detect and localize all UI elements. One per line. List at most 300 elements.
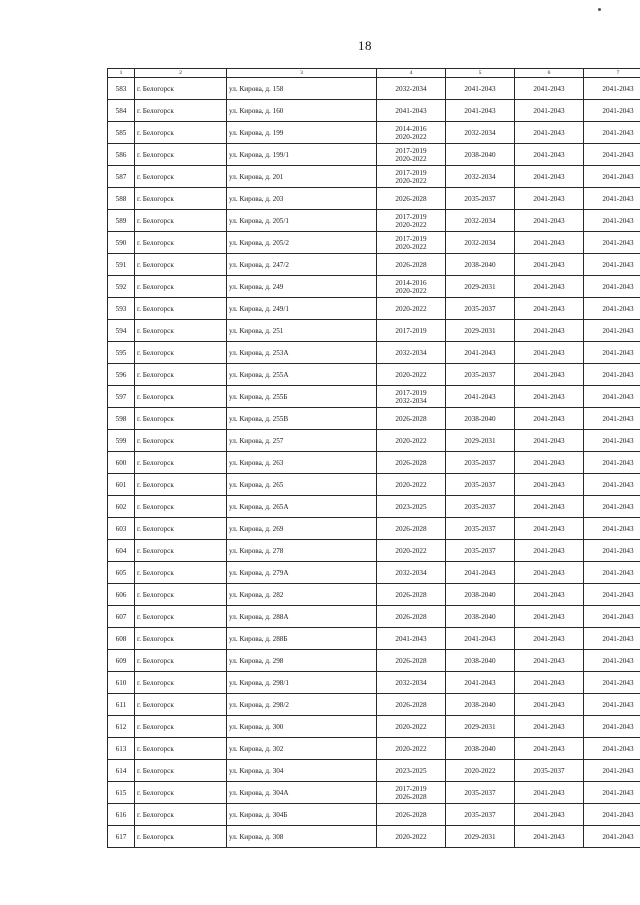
- row-number: 613: [108, 738, 135, 760]
- row-number: 610: [108, 672, 135, 694]
- period-line: 2020-2022: [395, 370, 427, 379]
- city-cell: г. Белогорск: [135, 716, 227, 738]
- city-cell: г. Белогорск: [135, 606, 227, 628]
- period-line: 2014-2016: [395, 278, 427, 287]
- row-number: 592: [108, 276, 135, 298]
- period-col-4-cell: [377, 694, 446, 716]
- period-col-5-cell: 2032-2034: [446, 166, 515, 188]
- row-number: 586: [108, 144, 135, 166]
- period-col-5-cell: 2041-2043: [446, 628, 515, 650]
- city-cell: г. Белогорск: [135, 320, 227, 342]
- period-col-5-cell: 2035-2037: [446, 518, 515, 540]
- period-col-6-cell: 2041-2043: [515, 738, 584, 760]
- table-row: [108, 254, 640, 276]
- period-col-7-cell: 2041-2043: [584, 694, 640, 716]
- address-cell: ул. Кирова, д. 203: [227, 188, 377, 210]
- column-header-3: 3: [227, 69, 377, 78]
- table-row: [108, 232, 640, 254]
- city-cell: г. Белогорск: [135, 474, 227, 496]
- period-col-7-cell: 2041-2043: [584, 518, 640, 540]
- address-cell: ул. Кирова, д. 269: [227, 518, 377, 540]
- period-col-6-cell: 2041-2043: [515, 144, 584, 166]
- address-cell: ул. Кирова, д. 247/2: [227, 254, 377, 276]
- period-line: 2020-2022: [395, 744, 427, 753]
- table-header-row: [108, 69, 640, 78]
- period-col-7-cell: 2041-2043: [584, 430, 640, 452]
- period-col-5-cell: 2041-2043: [446, 342, 515, 364]
- period-col-4-cell: [377, 298, 446, 320]
- address-cell: ул. Кирова, д. 255В: [227, 408, 377, 430]
- table-row: [108, 320, 640, 342]
- row-number: 607: [108, 606, 135, 628]
- period-col-5-cell: 2038-2040: [446, 408, 515, 430]
- period-col-4-cell: [377, 320, 446, 342]
- table-row: [108, 826, 640, 848]
- period-line: 2026-2028: [395, 810, 427, 819]
- period-col-4-cell: [377, 364, 446, 386]
- table-row: [108, 782, 640, 804]
- period-col-6-cell: 2041-2043: [515, 364, 584, 386]
- period-col-4-cell: [377, 760, 446, 782]
- period-col-5-cell: 2038-2040: [446, 254, 515, 276]
- city-cell: г. Белогорск: [135, 496, 227, 518]
- address-cell: ул. Кирова, д. 304А: [227, 782, 377, 804]
- period-col-4-cell: [377, 430, 446, 452]
- row-number: 605: [108, 562, 135, 584]
- table-row: [108, 78, 640, 100]
- period-col-7-cell: 2041-2043: [584, 716, 640, 738]
- row-number: 616: [108, 804, 135, 826]
- period-col-7-cell: 2041-2043: [584, 122, 640, 144]
- table-body: [108, 78, 640, 848]
- city-cell: г. Белогорск: [135, 672, 227, 694]
- table-row: [108, 760, 640, 782]
- period-col-5-cell: 2038-2040: [446, 650, 515, 672]
- period-col-5-cell: 2041-2043: [446, 562, 515, 584]
- table-row: [108, 518, 640, 540]
- period-col-6-cell: 2035-2037: [515, 760, 584, 782]
- period-line: 2020-2022: [395, 154, 427, 163]
- address-cell: ул. Кирова, д. 265А: [227, 496, 377, 518]
- address-cell: ул. Кирова, д. 255А: [227, 364, 377, 386]
- table-row: [108, 342, 640, 364]
- period-col-6-cell: 2041-2043: [515, 408, 584, 430]
- period-col-6-cell: 2041-2043: [515, 782, 584, 804]
- scan-dot: [598, 8, 601, 11]
- period-col-4-cell: [377, 166, 446, 188]
- period-line: 2032-2034: [395, 678, 427, 687]
- city-cell: г. Белогорск: [135, 584, 227, 606]
- row-number: 584: [108, 100, 135, 122]
- period-col-5-cell: 2041-2043: [446, 672, 515, 694]
- row-number: 603: [108, 518, 135, 540]
- address-cell: ул. Кирова, д. 282: [227, 584, 377, 606]
- period-col-5-cell: 2029-2031: [446, 430, 515, 452]
- period-line: 2026-2028: [395, 792, 427, 801]
- period-col-6-cell: 2041-2043: [515, 342, 584, 364]
- period-line: 2026-2028: [395, 194, 427, 203]
- period-col-5-cell: 2038-2040: [446, 606, 515, 628]
- table-row: [108, 122, 640, 144]
- city-cell: г. Белогорск: [135, 100, 227, 122]
- table-row: [108, 144, 640, 166]
- city-cell: г. Белогорск: [135, 166, 227, 188]
- address-cell: ул. Кирова, д. 160: [227, 100, 377, 122]
- period-line: 2032-2034: [395, 396, 427, 405]
- period-line: 2026-2028: [395, 590, 427, 599]
- period-col-4-cell: [377, 408, 446, 430]
- address-cell: ул. Кирова, д. 300: [227, 716, 377, 738]
- row-number: 617: [108, 826, 135, 848]
- table-row: [108, 298, 640, 320]
- period-col-5-cell: 2038-2040: [446, 584, 515, 606]
- table-row: [108, 276, 640, 298]
- period-col-6-cell: 2041-2043: [515, 122, 584, 144]
- period-col-6-cell: 2041-2043: [515, 452, 584, 474]
- city-cell: г. Белогорск: [135, 144, 227, 166]
- row-number: 587: [108, 166, 135, 188]
- period-line: 2020-2022: [395, 220, 427, 229]
- city-cell: г. Белогорск: [135, 232, 227, 254]
- period-col-7-cell: 2041-2043: [584, 188, 640, 210]
- period-col-5-cell: 2035-2037: [446, 188, 515, 210]
- period-col-5-cell: 2041-2043: [446, 386, 515, 408]
- period-col-6-cell: 2041-2043: [515, 672, 584, 694]
- city-cell: г. Белогорск: [135, 276, 227, 298]
- period-col-7-cell: 2041-2043: [584, 100, 640, 122]
- city-cell: г. Белогорск: [135, 430, 227, 452]
- period-col-7-cell: 2041-2043: [584, 166, 640, 188]
- row-number: 593: [108, 298, 135, 320]
- period-col-7-cell: 2041-2043: [584, 672, 640, 694]
- period-col-6-cell: 2041-2043: [515, 584, 584, 606]
- city-cell: г. Белогорск: [135, 452, 227, 474]
- period-line: 2020-2022: [395, 546, 427, 555]
- period-col-6-cell: 2041-2043: [515, 78, 584, 100]
- row-number: 606: [108, 584, 135, 606]
- period-col-4-cell: [377, 474, 446, 496]
- city-cell: г. Белогорск: [135, 254, 227, 276]
- city-cell: г. Белогорск: [135, 628, 227, 650]
- period-col-6-cell: 2041-2043: [515, 606, 584, 628]
- row-number: 589: [108, 210, 135, 232]
- period-line: 2014-2016: [395, 124, 427, 133]
- period-col-6-cell: 2041-2043: [515, 650, 584, 672]
- column-header-1: 1: [108, 69, 135, 78]
- table-row: [108, 496, 640, 518]
- row-number: 601: [108, 474, 135, 496]
- table-row: [108, 540, 640, 562]
- period-line: 2017-2019: [395, 212, 427, 221]
- city-cell: г. Белогорск: [135, 650, 227, 672]
- row-number: 594: [108, 320, 135, 342]
- period-col-5-cell: 2035-2037: [446, 540, 515, 562]
- period-line: 2020-2022: [395, 722, 427, 731]
- period-col-7-cell: 2041-2043: [584, 540, 640, 562]
- table-row: [108, 452, 640, 474]
- period-line: 2041-2043: [395, 106, 427, 115]
- table-row: [108, 210, 640, 232]
- period-col-5-cell: 2041-2043: [446, 78, 515, 100]
- row-number: 590: [108, 232, 135, 254]
- city-cell: г. Белогорск: [135, 78, 227, 100]
- period-col-7-cell: 2041-2043: [584, 298, 640, 320]
- period-col-6-cell: 2041-2043: [515, 804, 584, 826]
- period-col-4-cell: [377, 826, 446, 848]
- period-col-7-cell: 2041-2043: [584, 276, 640, 298]
- city-cell: г. Белогорск: [135, 188, 227, 210]
- period-col-4-cell: [377, 716, 446, 738]
- period-col-7-cell: 2041-2043: [584, 562, 640, 584]
- period-col-5-cell: 2029-2031: [446, 826, 515, 848]
- row-number: 597: [108, 386, 135, 408]
- table-row: [108, 694, 640, 716]
- period-col-5-cell: 2041-2043: [446, 100, 515, 122]
- address-cell: ул. Кирова, д. 249/1: [227, 298, 377, 320]
- row-number: 591: [108, 254, 135, 276]
- period-col-4-cell: [377, 584, 446, 606]
- period-col-7-cell: 2041-2043: [584, 254, 640, 276]
- period-col-7-cell: 2041-2043: [584, 452, 640, 474]
- city-cell: г. Белогорск: [135, 408, 227, 430]
- period-col-5-cell: 2032-2034: [446, 122, 515, 144]
- city-cell: г. Белогорск: [135, 210, 227, 232]
- period-col-7-cell: 2041-2043: [584, 782, 640, 804]
- period-col-4-cell: [377, 562, 446, 584]
- address-cell: ул. Кирова, д. 199/1: [227, 144, 377, 166]
- column-header-5: 5: [446, 69, 515, 78]
- period-col-6-cell: 2041-2043: [515, 826, 584, 848]
- period-col-7-cell: 2041-2043: [584, 364, 640, 386]
- city-cell: г. Белогорск: [135, 562, 227, 584]
- address-cell: ул. Кирова, д. 288Б: [227, 628, 377, 650]
- column-header-2: 2: [135, 69, 227, 78]
- address-cell: ул. Кирова, д. 257: [227, 430, 377, 452]
- row-number: 612: [108, 716, 135, 738]
- period-col-7-cell: 2041-2043: [584, 628, 640, 650]
- period-col-5-cell: 2038-2040: [446, 694, 515, 716]
- city-cell: г. Белогорск: [135, 804, 227, 826]
- period-col-5-cell: 2035-2037: [446, 782, 515, 804]
- period-col-6-cell: 2041-2043: [515, 320, 584, 342]
- period-col-4-cell: [377, 452, 446, 474]
- period-line: 2032-2034: [395, 84, 427, 93]
- city-cell: г. Белогорск: [135, 738, 227, 760]
- row-number: 599: [108, 430, 135, 452]
- period-col-4-cell: [377, 232, 446, 254]
- period-col-5-cell: 2035-2037: [446, 452, 515, 474]
- address-cell: ул. Кирова, д. 298/2: [227, 694, 377, 716]
- period-col-6-cell: 2041-2043: [515, 276, 584, 298]
- period-line: 2026-2028: [395, 656, 427, 665]
- city-cell: г. Белогорск: [135, 518, 227, 540]
- address-cell: ул. Кирова, д. 199: [227, 122, 377, 144]
- period-col-5-cell: 2035-2037: [446, 804, 515, 826]
- row-number: 588: [108, 188, 135, 210]
- period-line: 2020-2022: [395, 176, 427, 185]
- table-row: [108, 386, 640, 408]
- city-cell: г. Белогорск: [135, 826, 227, 848]
- table-row: [108, 584, 640, 606]
- period-line: 2026-2028: [395, 524, 427, 533]
- address-cell: ул. Кирова, д. 298: [227, 650, 377, 672]
- period-col-7-cell: 2041-2043: [584, 342, 640, 364]
- period-line: 2023-2025: [395, 766, 427, 775]
- period-col-4-cell: [377, 122, 446, 144]
- period-col-7-cell: 2041-2043: [584, 232, 640, 254]
- period-line: 2026-2028: [395, 458, 427, 467]
- address-cell: ул. Кирова, д. 304: [227, 760, 377, 782]
- row-number: 598: [108, 408, 135, 430]
- city-cell: г. Белогорск: [135, 694, 227, 716]
- row-number: 611: [108, 694, 135, 716]
- period-col-7-cell: 2041-2043: [584, 386, 640, 408]
- table-row: [108, 430, 640, 452]
- period-line: 2023-2025: [395, 502, 427, 511]
- row-number: 583: [108, 78, 135, 100]
- table-row: [108, 738, 640, 760]
- period-col-6-cell: 2041-2043: [515, 694, 584, 716]
- row-number: 600: [108, 452, 135, 474]
- row-number: 615: [108, 782, 135, 804]
- address-cell: ул. Кирова, д. 205/2: [227, 232, 377, 254]
- period-col-4-cell: [377, 540, 446, 562]
- city-cell: г. Белогорск: [135, 364, 227, 386]
- period-col-6-cell: 2041-2043: [515, 430, 584, 452]
- period-line: 2026-2028: [395, 414, 427, 423]
- table-row: [108, 804, 640, 826]
- period-col-4-cell: [377, 254, 446, 276]
- period-line: 2020-2022: [395, 436, 427, 445]
- address-cell: ул. Кирова, д. 255Б: [227, 386, 377, 408]
- table-row: [108, 606, 640, 628]
- period-col-7-cell: 2041-2043: [584, 650, 640, 672]
- table-row: [108, 650, 640, 672]
- period-line: 2020-2022: [395, 132, 427, 141]
- period-col-6-cell: 2041-2043: [515, 188, 584, 210]
- period-col-5-cell: 2029-2031: [446, 320, 515, 342]
- period-col-5-cell: 2029-2031: [446, 716, 515, 738]
- period-col-4-cell: [377, 188, 446, 210]
- address-cell: ул. Кирова, д. 304Б: [227, 804, 377, 826]
- period-col-4-cell: [377, 782, 446, 804]
- city-cell: г. Белогорск: [135, 122, 227, 144]
- column-header-7: 7: [584, 69, 640, 78]
- period-col-6-cell: 2041-2043: [515, 232, 584, 254]
- period-col-4-cell: [377, 628, 446, 650]
- city-cell: г. Белогорск: [135, 760, 227, 782]
- table-row: [108, 364, 640, 386]
- city-cell: г. Белогорск: [135, 298, 227, 320]
- period-col-5-cell: 2020-2022: [446, 760, 515, 782]
- period-col-5-cell: 2032-2034: [446, 232, 515, 254]
- period-col-6-cell: 2041-2043: [515, 254, 584, 276]
- period-col-5-cell: 2032-2034: [446, 210, 515, 232]
- period-col-7-cell: 2041-2043: [584, 144, 640, 166]
- address-cell: ул. Кирова, д. 278: [227, 540, 377, 562]
- period-line: 2032-2034: [395, 568, 427, 577]
- address-cell: ул. Кирова, д. 298/1: [227, 672, 377, 694]
- period-col-7-cell: 2041-2043: [584, 78, 640, 100]
- city-cell: г. Белогорск: [135, 342, 227, 364]
- address-cell: ул. Кирова, д. 251: [227, 320, 377, 342]
- period-col-4-cell: [377, 210, 446, 232]
- period-col-4-cell: [377, 496, 446, 518]
- period-line: 2017-2019: [395, 146, 427, 155]
- table-row: [108, 672, 640, 694]
- period-col-7-cell: 2041-2043: [584, 606, 640, 628]
- period-col-7-cell: 2041-2043: [584, 320, 640, 342]
- period-col-5-cell: 2029-2031: [446, 276, 515, 298]
- period-col-4-cell: [377, 144, 446, 166]
- period-col-7-cell: 2041-2043: [584, 738, 640, 760]
- city-cell: г. Белогорск: [135, 386, 227, 408]
- table-row: [108, 188, 640, 210]
- city-cell: г. Белогорск: [135, 782, 227, 804]
- period-col-7-cell: 2041-2043: [584, 210, 640, 232]
- address-cell: ул. Кирова, д. 205/1: [227, 210, 377, 232]
- row-number: 602: [108, 496, 135, 518]
- row-number: 604: [108, 540, 135, 562]
- address-cell: ул. Кирова, д. 249: [227, 276, 377, 298]
- period-col-5-cell: 2035-2037: [446, 496, 515, 518]
- period-line: 2017-2019: [395, 234, 427, 243]
- period-line: 2041-2043: [395, 634, 427, 643]
- period-line: 2017-2019: [395, 784, 427, 793]
- table-row: [108, 474, 640, 496]
- period-col-6-cell: 2041-2043: [515, 518, 584, 540]
- row-number: 609: [108, 650, 135, 672]
- period-col-6-cell: 2041-2043: [515, 562, 584, 584]
- page-number: 18: [358, 38, 372, 53]
- period-line: 2032-2034: [395, 348, 427, 357]
- address-cell: ул. Кирова, д. 265: [227, 474, 377, 496]
- column-header-4: 4: [377, 69, 446, 78]
- address-cell: ул. Кирова, д. 253А: [227, 342, 377, 364]
- address-cell: ул. Кирова, д. 263: [227, 452, 377, 474]
- period-col-5-cell: 2035-2037: [446, 364, 515, 386]
- address-cell: ул. Кирова, д. 201: [227, 166, 377, 188]
- row-number: 608: [108, 628, 135, 650]
- table-row: [108, 628, 640, 650]
- period-line: 2020-2022: [395, 832, 427, 841]
- column-header-6: 6: [515, 69, 584, 78]
- period-col-5-cell: 2038-2040: [446, 144, 515, 166]
- period-line: 2017-2019: [395, 326, 427, 335]
- city-cell: г. Белогорск: [135, 540, 227, 562]
- period-col-4-cell: [377, 100, 446, 122]
- period-line: 2017-2019: [395, 388, 427, 397]
- period-col-6-cell: 2041-2043: [515, 716, 584, 738]
- address-cell: ул. Кирова, д. 302: [227, 738, 377, 760]
- period-col-6-cell: 2041-2043: [515, 210, 584, 232]
- period-col-4-cell: [377, 518, 446, 540]
- period-col-7-cell: 2041-2043: [584, 474, 640, 496]
- period-line: 2026-2028: [395, 700, 427, 709]
- period-col-4-cell: [377, 386, 446, 408]
- period-line: 2020-2022: [395, 286, 427, 295]
- period-col-6-cell: 2041-2043: [515, 474, 584, 496]
- table-row: [108, 408, 640, 430]
- row-number: 596: [108, 364, 135, 386]
- period-col-6-cell: 2041-2043: [515, 100, 584, 122]
- period-col-4-cell: [377, 78, 446, 100]
- period-col-4-cell: [377, 606, 446, 628]
- period-col-4-cell: [377, 650, 446, 672]
- period-line: 2026-2028: [395, 612, 427, 621]
- period-col-6-cell: 2041-2043: [515, 386, 584, 408]
- period-col-4-cell: [377, 276, 446, 298]
